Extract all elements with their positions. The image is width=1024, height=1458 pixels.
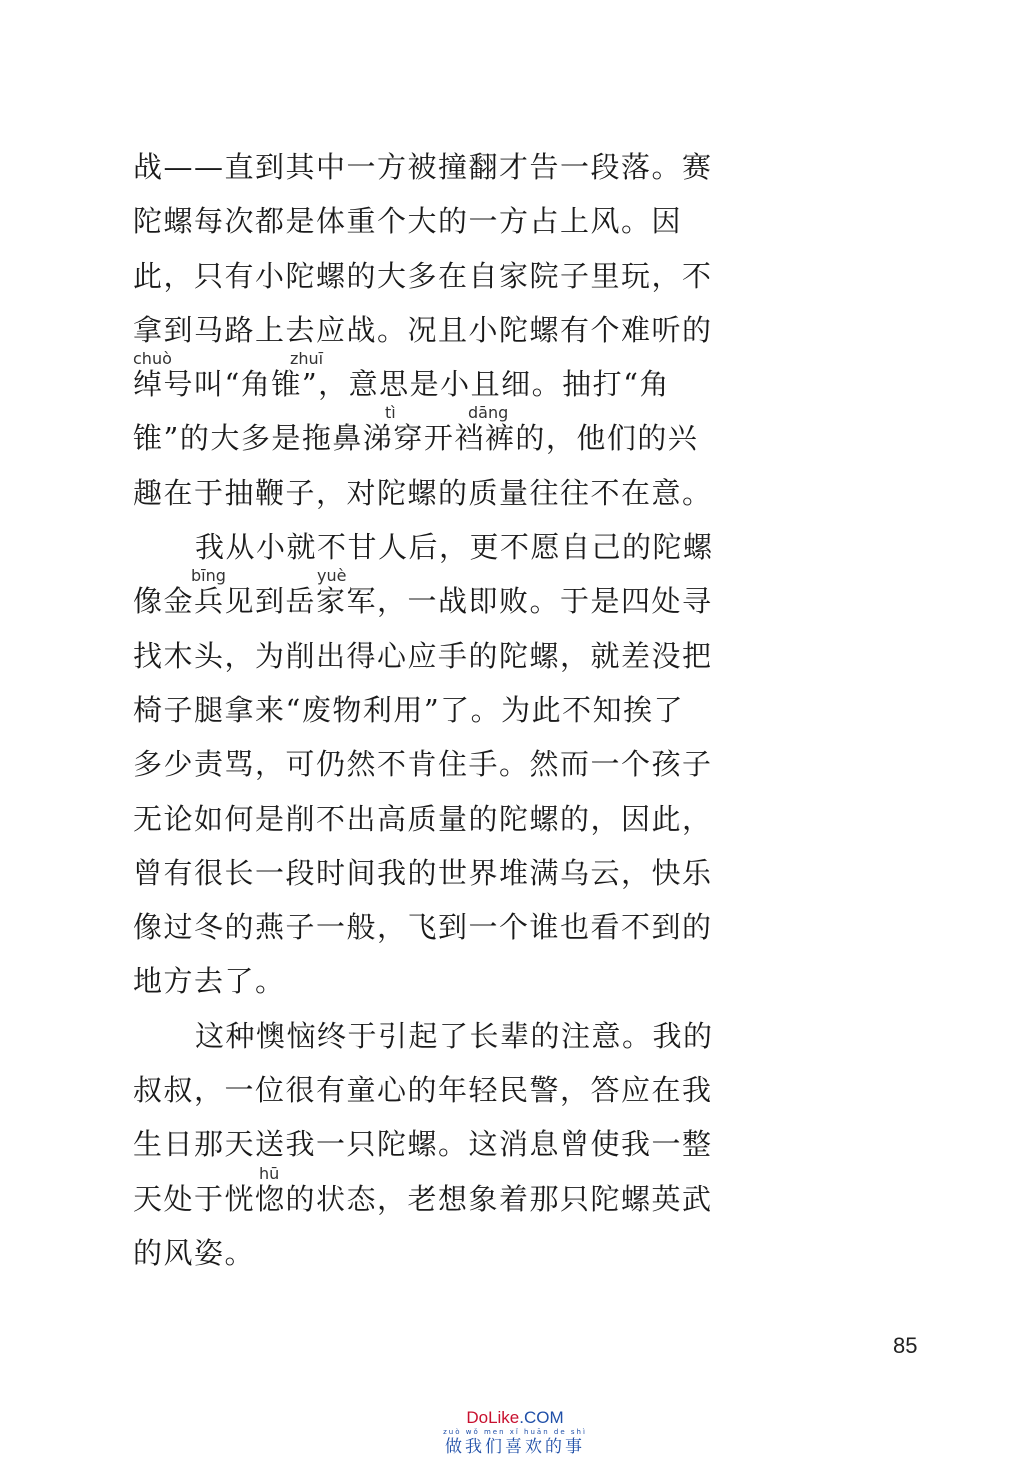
text-line (133, 1163, 733, 1226)
page-text (133, 140, 733, 1280)
text-line: 椅子腿拿来“废物利用”了。为此不知挨了 (133, 692, 685, 727)
footer-slogan: 做我们喜欢的事 (445, 1437, 585, 1457)
text-line-content: 绰号叫“角锥”，意思是小且细。抽打“角 (133, 367, 670, 402)
pinyin-annotation: yuè (317, 566, 347, 586)
text-line: 多少责骂，可仍然不肯住手。然而一个孩子 (133, 747, 713, 782)
text-line: 地方去了。 (133, 964, 286, 999)
text-line (133, 566, 733, 628)
text-line: 陀螺每次都是体重个大的一方占上风。因 (133, 204, 683, 239)
footer-logo (420, 1408, 610, 1428)
text-line (133, 403, 733, 465)
text-line: 此，只有小陀螺的大多在自家院子里玩，不 (133, 258, 713, 293)
footer-pinyin: zuò wǒ men xǐ huān de shì (443, 1428, 587, 1436)
paragraph-start-line: 我从小就不甘人后，更不愿自己的陀螺 (195, 530, 714, 565)
pinyin-annotation: bīng (191, 566, 226, 586)
paragraph-start-line: 这种懊恼终于引起了长辈的注意。我的 (195, 1018, 714, 1053)
footer-watermark (420, 1408, 610, 1457)
text-line: 的风姿。 (133, 1235, 256, 1270)
page-number: 85 (893, 1333, 918, 1358)
text-line: 拿到马路上去应战。况且小陀螺有个难听的 (133, 312, 713, 347)
footer-domain: .COM (519, 1408, 564, 1427)
pinyin-annotation: tì (385, 403, 396, 423)
text-line-content: 像金兵见到岳家军，一战即败。于是四处寻 (133, 584, 713, 619)
text-line: 叔叔，一位很有童心的年轻民警，答应在我 (133, 1073, 713, 1108)
pinyin-annotation: chuò (133, 349, 172, 369)
text-line-content: 天处于恍惚的状态，老想象着那只陀螺英武 (133, 1181, 713, 1216)
text-line: 无论如何是削不出高质量的陀螺的，因此， (133, 801, 713, 836)
text-line: 趣在于抽鞭子，对陀螺的质量往往不在意。 (133, 475, 713, 510)
text-line: 像过冬的燕子一般，飞到一个谁也看不到的 (133, 910, 713, 945)
pinyin-annotation: dāng (468, 403, 509, 423)
text-line-content: 锥”的大多是拖鼻涕穿开裆裤的，他们的兴 (133, 421, 699, 456)
footer-brand: DoLike (466, 1408, 520, 1427)
text-line: 找木头，为削出得心应手的陀螺，就差没把 (133, 638, 713, 673)
pinyin-annotation: hū (259, 1163, 280, 1183)
text-line: 曾有很长一段时间我的世界堆满乌云，快乐 (133, 855, 713, 890)
text-line: 战——直到其中一方被撞翻才告一段落。赛 (133, 150, 713, 184)
text-line (133, 349, 733, 411)
text-line: 生日那天送我一只陀螺。这消息曾使我一整 (133, 1127, 713, 1162)
pinyin-annotation: zhuī (290, 349, 324, 369)
